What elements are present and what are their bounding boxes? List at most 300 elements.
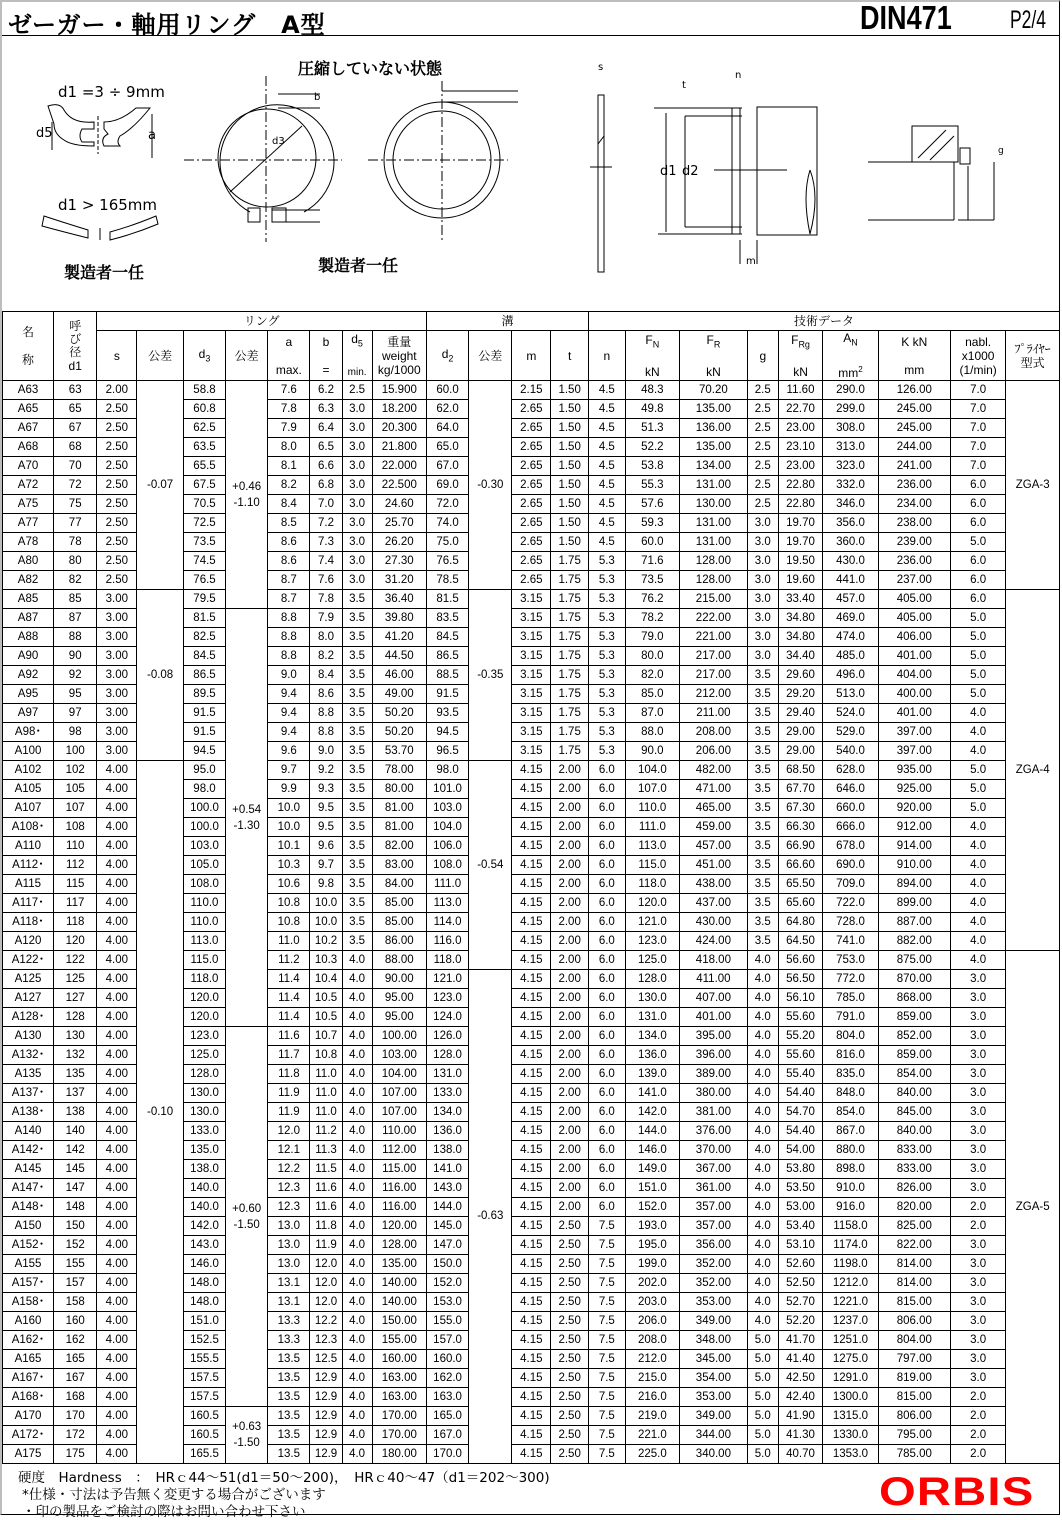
- cell-nominal: 110: [54, 837, 97, 856]
- cell-d2: 101.0: [426, 780, 468, 799]
- cell-b: 6.2: [310, 381, 342, 400]
- cell-d5: 3.0: [342, 438, 372, 457]
- cell-name: A110: [3, 837, 54, 856]
- cell-frg: 33.40: [778, 590, 822, 609]
- cell-an: 690.0: [823, 856, 879, 875]
- cell-b: 9.0: [310, 742, 342, 761]
- cell-s: 4.00: [97, 1027, 137, 1046]
- cell-s: 4.00: [97, 913, 137, 932]
- cell-an: 323.0: [823, 457, 879, 476]
- cell-fn: 118.0: [625, 875, 679, 894]
- cell-g: 3.0: [747, 552, 778, 571]
- cell-nominal: 165: [54, 1350, 97, 1369]
- cell-k: 935.00: [878, 761, 950, 780]
- cell-m: 2.65: [512, 438, 551, 457]
- cell-fr: 348.00: [680, 1331, 748, 1350]
- cell-weight: 21.800: [372, 438, 426, 457]
- cell-frg: 41.30: [778, 1426, 822, 1445]
- cell-n: 6.0: [589, 799, 626, 818]
- cell-t: 2.00: [551, 1122, 589, 1141]
- cell-g: 4.0: [747, 1160, 778, 1179]
- cell-d5: 3.0: [342, 571, 372, 590]
- cell-fn: 225.0: [625, 1445, 679, 1464]
- cell-an: 867.0: [823, 1122, 879, 1141]
- cell-d5: 4.0: [342, 1407, 372, 1426]
- cell-an: 1275.0: [823, 1350, 879, 1369]
- cell-t: 2.50: [551, 1312, 589, 1331]
- cell-s: 3.00: [97, 628, 137, 647]
- cell-n: 7.5: [589, 1426, 626, 1445]
- cell-n: 5.3: [589, 647, 626, 666]
- cell-d3: 118.0: [183, 970, 225, 989]
- cell-m: 4.15: [512, 970, 551, 989]
- cell-frg: 66.90: [778, 837, 822, 856]
- cell-g: 4.0: [747, 1122, 778, 1141]
- cell-fr: 217.00: [680, 666, 748, 685]
- cell-fr: 134.00: [680, 457, 748, 476]
- cell-a: 13.3: [268, 1312, 310, 1331]
- cell-d2: 114.0: [426, 913, 468, 932]
- cell-frg: 34.80: [778, 609, 822, 628]
- cell-an: 835.0: [823, 1065, 879, 1084]
- cell-d2: 104.0: [426, 818, 468, 837]
- cell-b: 11.3: [310, 1141, 342, 1160]
- cell-weight: 116.00: [372, 1198, 426, 1217]
- cell-m: 4.15: [512, 951, 551, 970]
- cell-fr: 217.00: [680, 647, 748, 666]
- cell-fr: 135.00: [680, 400, 748, 419]
- cell-s: 4.00: [97, 1046, 137, 1065]
- cell-a: 10.6: [268, 875, 310, 894]
- cell-t: 1.50: [551, 419, 589, 438]
- cell-fn: 149.0: [625, 1160, 679, 1179]
- cell-fn: 128.0: [625, 970, 679, 989]
- d3-tol-plus: +0.46: [232, 480, 262, 493]
- header-name: 名 称: [3, 312, 54, 381]
- cell-k: 859.00: [878, 1046, 950, 1065]
- cell-d3: 142.0: [183, 1217, 225, 1236]
- cell-d3: 110.0: [183, 913, 225, 932]
- cell-t: 2.00: [551, 1160, 589, 1179]
- cell-n: 7.5: [589, 1274, 626, 1293]
- cell-an: 1251.0: [823, 1331, 879, 1350]
- cell-nabl: 4.0: [950, 894, 1006, 913]
- cell-m: 2.65: [512, 457, 551, 476]
- cell-d2: 157.0: [426, 1331, 468, 1350]
- cell-fn: 139.0: [625, 1065, 679, 1084]
- cell-fr: 345.00: [680, 1350, 748, 1369]
- cell-d3: 62.5: [183, 419, 225, 438]
- cell-n: 6.0: [589, 1046, 626, 1065]
- cell-a: 9.6: [268, 742, 310, 761]
- cell-s: 2.50: [97, 400, 137, 419]
- cell-d2: 62.0: [426, 400, 468, 419]
- cell-weight: 18.200: [372, 400, 426, 419]
- cell-fr: 352.00: [680, 1255, 748, 1274]
- cell-nominal: 82: [54, 571, 97, 590]
- cell-fn: 53.8: [625, 457, 679, 476]
- col-n: n: [589, 331, 626, 381]
- cell-d5: 4.0: [342, 1217, 372, 1236]
- cell-d2: 150.0: [426, 1255, 468, 1274]
- cell-a: 11.8: [268, 1065, 310, 1084]
- cell-m: 4.15: [512, 837, 551, 856]
- cell-d3: 89.5: [183, 685, 225, 704]
- cell-d2: 76.5: [426, 552, 468, 571]
- cell-nominal: 145: [54, 1160, 97, 1179]
- cell-d5: 4.0: [342, 1350, 372, 1369]
- cell-name: A132･: [3, 1046, 54, 1065]
- cell-an: 496.0: [823, 666, 879, 685]
- cell-nominal: 70: [54, 457, 97, 476]
- col-b: b =: [310, 331, 342, 381]
- col-fn: $F_N$ kN: [625, 331, 679, 381]
- cell-frg: 67.30: [778, 799, 822, 818]
- cell-k: 845.00: [878, 1103, 950, 1122]
- cell-frg: 42.50: [778, 1369, 822, 1388]
- cell-g: 4.0: [747, 951, 778, 970]
- cell-s: 4.00: [97, 894, 137, 913]
- cell-frg: 67.70: [778, 780, 822, 799]
- cell-g: 3.0: [747, 628, 778, 647]
- cell-weight: 41.20: [372, 628, 426, 647]
- cell-fn: 146.0: [625, 1141, 679, 1160]
- cell-n: 4.5: [589, 438, 626, 457]
- cell-fn: 79.0: [625, 628, 679, 647]
- cell-n: 7.5: [589, 1217, 626, 1236]
- cell-d3: 130.0: [183, 1103, 225, 1122]
- cell-m: 4.15: [512, 913, 551, 932]
- cell-d5: 3.0: [342, 533, 372, 552]
- cell-name: A85: [3, 590, 54, 609]
- installed-section-view: [868, 126, 994, 220]
- cell-m: 3.15: [512, 723, 551, 742]
- cell-name: A168･: [3, 1388, 54, 1407]
- cell-b: 9.7: [310, 856, 342, 875]
- cell-an: 1212.0: [823, 1274, 879, 1293]
- cell-n: 5.3: [589, 552, 626, 571]
- cell-g: 5.0: [747, 1369, 778, 1388]
- cell-m: 3.15: [512, 704, 551, 723]
- cell-fr: 471.00: [680, 780, 748, 799]
- cell-d2: 143.0: [426, 1179, 468, 1198]
- cell-t: 2.00: [551, 1198, 589, 1217]
- cell-fr: 70.20: [680, 381, 748, 400]
- cell-a: 10.8: [268, 913, 310, 932]
- cell-fn: 120.0: [625, 894, 679, 913]
- cell-d2: 128.0: [426, 1046, 468, 1065]
- cell-t: 2.50: [551, 1350, 589, 1369]
- cell-g: 3.5: [747, 894, 778, 913]
- cell-k: 244.00: [878, 438, 950, 457]
- cell-s: 4.00: [97, 1179, 137, 1198]
- cell-b: 12.9: [310, 1388, 342, 1407]
- cell-k: 814.00: [878, 1274, 950, 1293]
- cell-nabl: 4.0: [950, 742, 1006, 761]
- cell-b: 8.6: [310, 685, 342, 704]
- cell-b: 9.8: [310, 875, 342, 894]
- cell-name: A98･: [3, 723, 54, 742]
- cell-fr: 136.00: [680, 419, 748, 438]
- cell-m: 4.15: [512, 1198, 551, 1217]
- cell-k: 405.00: [878, 609, 950, 628]
- cell-t: 1.75: [551, 704, 589, 723]
- cell-d5: 3.5: [342, 875, 372, 894]
- col-frg: $F_{Rg}$ kN: [778, 331, 822, 381]
- cell-d3: 157.5: [183, 1369, 225, 1388]
- cell-n: 6.0: [589, 1179, 626, 1198]
- cell-b: 11.6: [310, 1179, 342, 1198]
- cell-b: 10.0: [310, 913, 342, 932]
- cell-name: A108･: [3, 818, 54, 837]
- cell-d3: 72.5: [183, 514, 225, 533]
- cell-d2: 83.5: [426, 609, 468, 628]
- cell-frg: 29.20: [778, 685, 822, 704]
- cell-g: 4.0: [747, 1065, 778, 1084]
- technical-drawings: [2, 36, 1060, 308]
- cell-m: 4.15: [512, 1369, 551, 1388]
- cell-b: 9.5: [310, 818, 342, 837]
- d3-tol-minus: -1.50: [233, 1218, 260, 1231]
- cell-an: 916.0: [823, 1198, 879, 1217]
- cell-d5: 4.0: [342, 1065, 372, 1084]
- cell-m: 3.15: [512, 666, 551, 685]
- cell-an: 332.0: [823, 476, 879, 495]
- cell-n: 4.5: [589, 381, 626, 400]
- cell-d3: 67.5: [183, 476, 225, 495]
- cell-frg: 55.20: [778, 1027, 822, 1046]
- cell-d5: 3.5: [342, 761, 372, 780]
- cell-d2: 144.0: [426, 1198, 468, 1217]
- cell-d5: 3.5: [342, 666, 372, 685]
- cell-fr: 395.00: [680, 1027, 748, 1046]
- cell-frg: 52.60: [778, 1255, 822, 1274]
- cell-b: 9.3: [310, 780, 342, 799]
- cell-t: 2.00: [551, 761, 589, 780]
- cell-d5: 4.0: [342, 1122, 372, 1141]
- cell-n: 6.0: [589, 1160, 626, 1179]
- cell-d5: 4.0: [342, 1084, 372, 1103]
- col-d2-tol: 公差: [469, 331, 512, 381]
- cell-fr: 376.00: [680, 1122, 748, 1141]
- cell-d3-tol: [226, 381, 268, 609]
- cell-d5: 3.5: [342, 818, 372, 837]
- cell-n: 7.5: [589, 1350, 626, 1369]
- cell-an: 1315.0: [823, 1407, 879, 1426]
- cell-an: 360.0: [823, 533, 879, 552]
- cell-an: 910.0: [823, 1179, 879, 1198]
- cell-g: 2.5: [747, 457, 778, 476]
- cell-t: 2.50: [551, 1255, 589, 1274]
- cell-nominal: 138: [54, 1103, 97, 1122]
- cell-nabl: 6.0: [950, 514, 1006, 533]
- cell-s: 4.00: [97, 1255, 137, 1274]
- cell-nabl: 5.0: [950, 780, 1006, 799]
- cell-fn: 51.3: [625, 419, 679, 438]
- uncompressed-state-label: 圧縮していない状態: [298, 59, 443, 78]
- cell-fn: 199.0: [625, 1255, 679, 1274]
- cell-d3-tol: [226, 1027, 268, 1407]
- col-a: a max.: [268, 331, 310, 381]
- cell-fr: 131.00: [680, 514, 748, 533]
- cell-d3: 108.0: [183, 875, 225, 894]
- cell-nominal: 170: [54, 1407, 97, 1426]
- cell-an: 485.0: [823, 647, 879, 666]
- cell-k: 870.00: [878, 970, 950, 989]
- cell-weight: 81.00: [372, 818, 426, 837]
- cell-s-tol: -0.10: [137, 761, 184, 1464]
- cell-a: 13.1: [268, 1274, 310, 1293]
- cell-m: 4.15: [512, 989, 551, 1008]
- cell-fr: 407.00: [680, 989, 748, 1008]
- cell-fr: 130.00: [680, 495, 748, 514]
- cell-nabl: 3.0: [950, 1008, 1006, 1027]
- cell-m: 4.15: [512, 932, 551, 951]
- cell-d2: 67.0: [426, 457, 468, 476]
- cell-t: 2.00: [551, 818, 589, 837]
- cell-nabl: 5.0: [950, 799, 1006, 818]
- cell-an: 646.0: [823, 780, 879, 799]
- cell-t: 1.75: [551, 552, 589, 571]
- cell-fn: 73.5: [625, 571, 679, 590]
- cell-frg: 19.50: [778, 552, 822, 571]
- cell-name: A130: [3, 1027, 54, 1046]
- cell-s: 4.00: [97, 1274, 137, 1293]
- cell-d5: 4.0: [342, 1274, 372, 1293]
- cell-m: 4.15: [512, 780, 551, 799]
- cell-g: 4.0: [747, 1179, 778, 1198]
- cell-d3: 113.0: [183, 932, 225, 951]
- cell-t: 2.00: [551, 1179, 589, 1198]
- cell-a: 13.1: [268, 1293, 310, 1312]
- cell-weight: 170.00: [372, 1407, 426, 1426]
- cell-d2: 116.0: [426, 932, 468, 951]
- cell-g: 3.0: [747, 647, 778, 666]
- cell-b: 8.4: [310, 666, 342, 685]
- cell-nominal: 80: [54, 552, 97, 571]
- cell-a: 11.6: [268, 1027, 310, 1046]
- cell-fr: 354.00: [680, 1369, 748, 1388]
- cell-k: 920.00: [878, 799, 950, 818]
- cell-nabl: 4.0: [950, 818, 1006, 837]
- cell-fn: 52.2: [625, 438, 679, 457]
- dim-d3-label: d3: [272, 136, 285, 147]
- cell-s: 4.00: [97, 761, 137, 780]
- cell-d2: 86.5: [426, 647, 468, 666]
- cell-frg: 19.70: [778, 533, 822, 552]
- cell-name: A125: [3, 970, 54, 989]
- cell-name: A82: [3, 571, 54, 590]
- cell-t: 2.50: [551, 1369, 589, 1388]
- cell-name: A140: [3, 1122, 54, 1141]
- col-an: $A_N$ $mm^2$: [823, 331, 879, 381]
- cell-nominal: 112: [54, 856, 97, 875]
- cell-t: 1.75: [551, 666, 589, 685]
- cell-nominal: 162: [54, 1331, 97, 1350]
- cell-plier-type: ZGA-4: [1006, 590, 1060, 951]
- cell-d2: 155.0: [426, 1312, 468, 1331]
- cell-s: 4.00: [97, 1293, 137, 1312]
- cell-a: 11.2: [268, 951, 310, 970]
- cell-d3: 160.5: [183, 1426, 225, 1445]
- cell-name: A152･: [3, 1236, 54, 1255]
- cell-t: 1.75: [551, 609, 589, 628]
- cell-nabl: 3.0: [950, 1027, 1006, 1046]
- cell-g: 3.5: [747, 723, 778, 742]
- cell-an: 722.0: [823, 894, 879, 913]
- cell-d2: 93.5: [426, 704, 468, 723]
- cell-n: 4.5: [589, 476, 626, 495]
- cell-b: 12.9: [310, 1426, 342, 1445]
- cell-d5: 3.5: [342, 837, 372, 856]
- cell-nominal: 95: [54, 685, 97, 704]
- cell-n: 6.0: [589, 951, 626, 970]
- cell-fr: 135.00: [680, 438, 748, 457]
- cell-frg: 53.80: [778, 1160, 822, 1179]
- drawing-canvas: [2, 36, 1060, 308]
- cell-name: A157･: [3, 1274, 54, 1293]
- cell-frg: 42.40: [778, 1388, 822, 1407]
- cell-nominal: 147: [54, 1179, 97, 1198]
- cell-d2: 162.0: [426, 1369, 468, 1388]
- cell-fn: 80.0: [625, 647, 679, 666]
- cell-d2: 134.0: [426, 1103, 468, 1122]
- cell-weight: 26.20: [372, 533, 426, 552]
- cell-d5: 3.5: [342, 742, 372, 761]
- cell-b: 7.6: [310, 571, 342, 590]
- col-s-tol: 公差: [137, 331, 184, 381]
- cell-weight: 155.00: [372, 1331, 426, 1350]
- cell-t: 1.50: [551, 400, 589, 419]
- cell-s: 2.50: [97, 438, 137, 457]
- cell-s: 4.00: [97, 1122, 137, 1141]
- cell-weight: 22.500: [372, 476, 426, 495]
- cell-k: 401.00: [878, 647, 950, 666]
- cell-m: 4.15: [512, 1217, 551, 1236]
- cell-fn: 78.2: [625, 609, 679, 628]
- cell-an: 457.0: [823, 590, 879, 609]
- cell-nominal: 87: [54, 609, 97, 628]
- cell-nominal: 63: [54, 381, 97, 400]
- cell-nominal: 72: [54, 476, 97, 495]
- cell-t: 2.00: [551, 970, 589, 989]
- cell-name: A95: [3, 685, 54, 704]
- cell-frg: 19.70: [778, 514, 822, 533]
- cell-weight: 90.00: [372, 970, 426, 989]
- cell-an: 469.0: [823, 609, 879, 628]
- dim-b-label: b: [314, 92, 321, 103]
- cell-g: 4.0: [747, 1236, 778, 1255]
- cell-a: 13.5: [268, 1388, 310, 1407]
- dim-d5-label: d5: [36, 126, 53, 141]
- cell-b: 7.3: [310, 533, 342, 552]
- cell-g: 3.5: [747, 780, 778, 799]
- cell-frg: 53.50: [778, 1179, 822, 1198]
- cell-b: 12.2: [310, 1312, 342, 1331]
- cell-d2: 111.0: [426, 875, 468, 894]
- cell-t: 1.50: [551, 514, 589, 533]
- cell-g: 3.5: [747, 761, 778, 780]
- cell-d2: 123.0: [426, 989, 468, 1008]
- cell-nabl: 6.0: [950, 476, 1006, 495]
- cell-b: 7.0: [310, 495, 342, 514]
- cell-d5: 4.0: [342, 1312, 372, 1331]
- cell-an: 1221.0: [823, 1293, 879, 1312]
- cell-d2-tol: -0.54: [469, 761, 512, 970]
- cell-an: 290.0: [823, 381, 879, 400]
- cell-d5: 4.0: [342, 1027, 372, 1046]
- cell-nominal: 105: [54, 780, 97, 799]
